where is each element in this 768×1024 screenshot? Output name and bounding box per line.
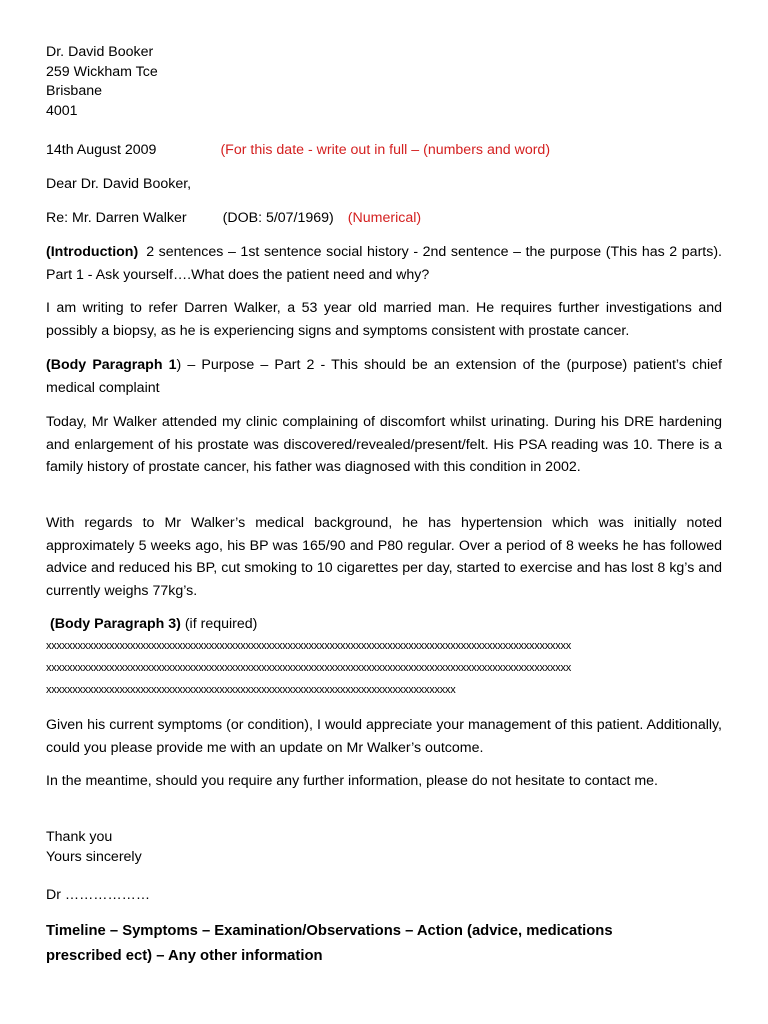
- closing: [46, 828, 722, 867]
- body3-heading: (Body Paragraph 3): [50, 616, 181, 632]
- salutation: Dear Dr. David Booker,: [46, 176, 192, 192]
- placeholder-line: xxxxxxxxxxxxxxxxxxxxxxxxxxxxxxxxxxxxxxxxxxxxxxxxxxxxxxxxxxxxxxxxxxxxxxxxxxxxxxxxxxxxxxxxxxxxxxxxxxxx: [46, 662, 571, 674]
- sender-name: Dr. David Booker: [46, 44, 154, 60]
- re-line: [46, 207, 722, 230]
- placeholder-line: xxxxxxxxxxxxxxxxxxxxxxxxxxxxxxxxxxxxxxxxxxxxxxxxxxxxxxxxxxxxxxxxxxxxxxxxxxxxxxxxxxxxxxxxxxxxxxxxxxxx: [46, 640, 571, 652]
- sender-city: Brisbane: [46, 83, 102, 99]
- body1-heading: (Body Paragraph 1: [46, 357, 177, 373]
- footer-guidance: Timeline – Symptoms – Examination/Observations – Action (advice, medications prescribed ect) – Any other information: [46, 923, 613, 964]
- closing-sincerely: Yours sincerely: [46, 848, 142, 865]
- body1-instruction: [46, 354, 722, 399]
- body3-instruction: [50, 613, 726, 636]
- re-patient: Re: Mr. Darren Walker: [46, 210, 187, 226]
- symptoms-paragraph: Today, Mr Walker attended my clinic complaining of discomfort whilst urinating. During his DRE hardening and enlargement of his prostate was discovered/revealed/present/felt. His PSA reading was 10. There is a family history of prostate cancer, his father was diagnosed with this condition in 2002.: [46, 414, 722, 475]
- request-paragraph: Given his current symptoms (or condition), I would appreciate your management of this patient. Additionally, could you please provide me with an update on Mr Walker’s outcome.: [46, 717, 722, 756]
- closing-thanks: Thank you: [46, 829, 113, 845]
- placeholder-line: xxxxxxxxxxxxxxxxxxxxxxxxxxxxxxxxxxxxxxxxxxxxxxxxxxxxxxxxxxxxxxxxxxxxxxxxxxxxxx: [46, 684, 456, 696]
- body1-text: ) – Purpose – Part 2 - This should be an extension of the (purpose) patient’s chief medical complaint: [46, 357, 722, 396]
- intro-text: 2 sentences – 1st sentence social history - 2nd sentence – the purpose (This has 2 parts). Part 1 - Ask yourself….What does the patient need and why?: [46, 244, 722, 283]
- sender-address: [46, 43, 722, 121]
- date-instruction: (For this date - write out in full – (numbers and word): [220, 142, 551, 158]
- sender-postcode: 4001: [46, 102, 78, 119]
- dob-instruction: (Numerical): [347, 210, 422, 226]
- intro-paragraph: I am writing to refer Darren Walker, a 53 year old married man. He requires further investigations and possibly a biopsy, as he is experiencing signs and symptoms consistent with prostate cancer.: [46, 300, 722, 339]
- letter-date: 14th August 2009: [46, 142, 157, 158]
- signature-line: Dr ………………: [46, 887, 151, 903]
- body3-text: (if required): [184, 616, 258, 632]
- intro-heading: (Introduction): [46, 244, 139, 260]
- intro-instruction: [46, 241, 722, 286]
- sender-street: 259 Wickham Tce: [46, 63, 158, 80]
- date-line: [46, 139, 722, 162]
- re-dob: (DOB: 5/07/1969): [222, 210, 334, 226]
- contact-paragraph: In the meantime, should you require any further information, please do not hesitate to contact me.: [46, 773, 658, 789]
- history-paragraph: With regards to Mr Walker’s medical background, he has hypertension which was initially noted approximately 5 weeks ago, his BP was 165/90 and P80 regular. Over a period of 8 weeks he has followed advice and reduced his BP, cut smoking to 10 cigarettes per day, started to exercise and has lost 8 kg’s and currently weighs 77kg’s.: [46, 515, 722, 599]
